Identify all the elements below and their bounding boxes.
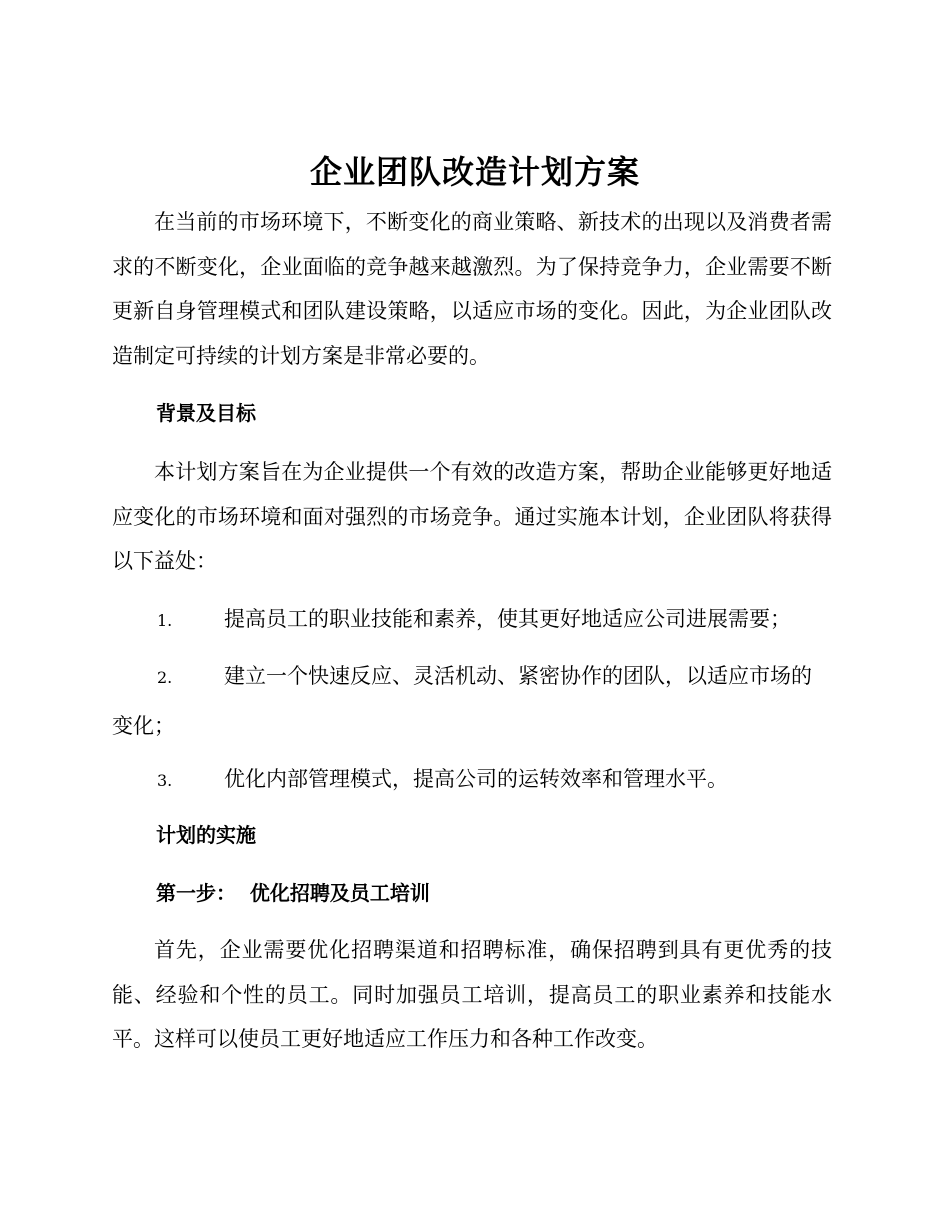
list-item-text: 建立一个快速反应、灵活机动、紧密协作的团队，以适应市场的变化；: [112, 664, 812, 738]
list-item-text: 优化内部管理模式，提高公司的运转效率和管理水平。: [224, 767, 728, 791]
list-number: 2.: [157, 668, 173, 687]
step1-paragraph: 首先，企业需要优化招聘渠道和招聘标准，确保招聘到具有更优秀的技能、经验和个性的员工。同时加强员工培训，提高员工的职业素养和技能水平。这样可以使员工更好地适应工作压力和各种工作改变。: [112, 938, 832, 1051]
list-item: [112, 755, 832, 805]
list-item-text: 提高员工的职业技能和素养，使其更好地适应公司进展需要；: [224, 607, 791, 631]
list-item: [112, 652, 832, 750]
list-item: [112, 595, 832, 645]
section-heading-implementation: 计划的实施: [156, 823, 256, 847]
section-heading-background: 背景及目标: [156, 401, 256, 425]
document-title: 企业团队改造计划方案: [309, 153, 640, 191]
list-number: 1.: [157, 611, 173, 630]
step-heading: 第一步： 优化招聘及员工培训: [156, 881, 430, 905]
list-number: 3.: [157, 771, 173, 790]
intro-paragraph: 在当前的市场环境下，不断变化的商业策略、新技术的出现以及消费者需求的不断变化，企业面临的竞争越来越激烈。为了保持竞争力，企业需要不断更新自身管理模式和团队建设策略，以适应市场的变化。因此，为企业团队改造制定可持续的计划方案是非常必要的。: [112, 210, 832, 368]
background-paragraph: 本计划方案旨在为企业提供一个有效的改造方案，帮助企业能够更好地适应变化的市场环境和面对强烈的市场竞争。通过实施本计划，企业团队将获得以下益处：: [112, 460, 832, 573]
